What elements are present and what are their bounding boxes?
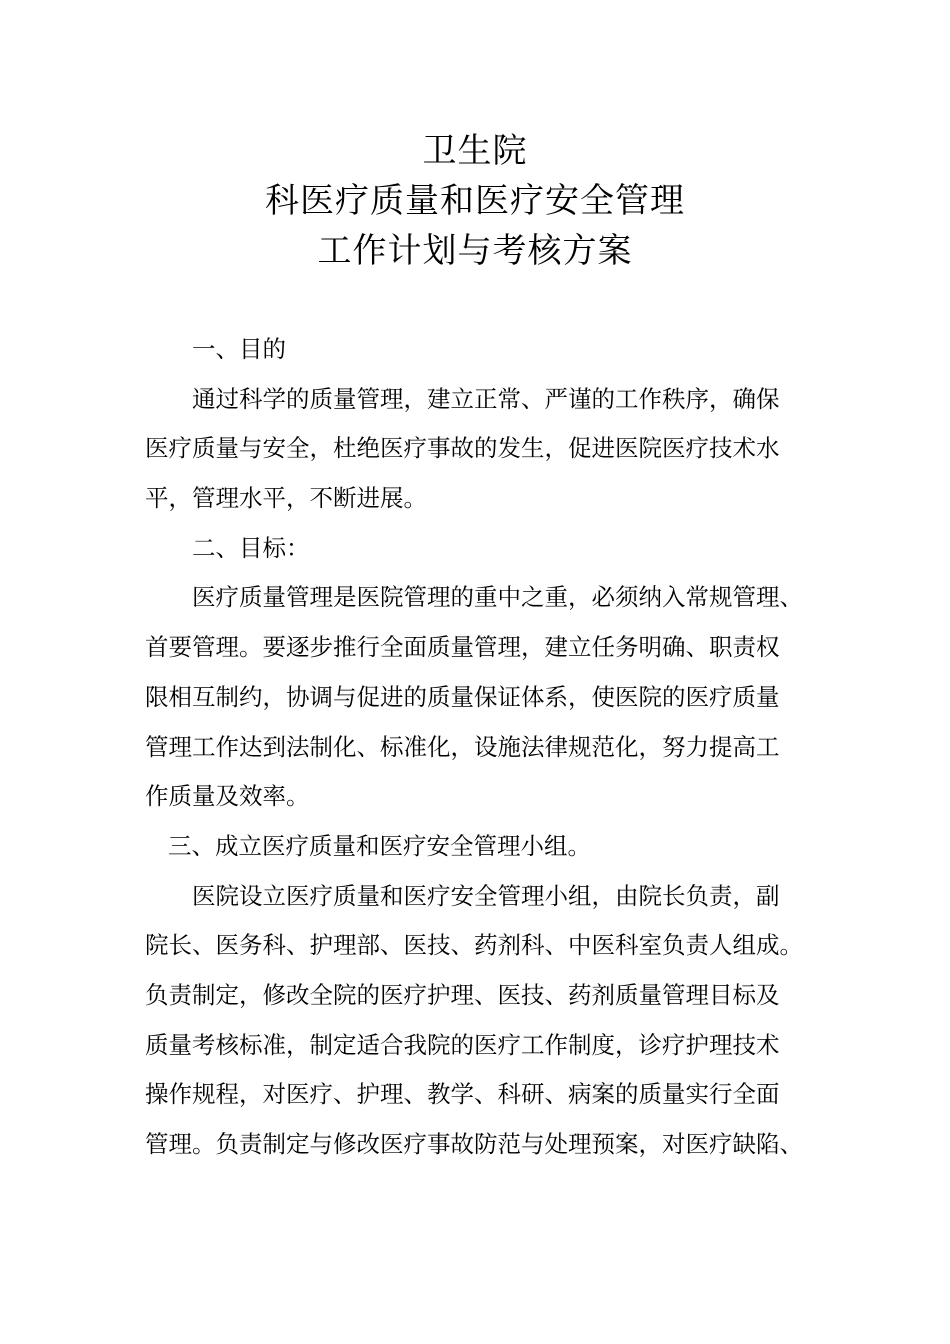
paragraph-line: 医院设立医疗质量和医疗安全管理小组，由院长负责，副 <box>192 881 780 910</box>
paragraph-line: 操作规程，对医疗、护理、教学、科研、病案的质量实行全面 <box>145 1080 780 1109</box>
section-heading-purpose: 一、目的 <box>192 335 286 363</box>
paragraph-line: 首要管理。要逐步推行全面质量管理，建立任务明确、职责权 <box>145 633 780 662</box>
paragraph-line: 管理工作达到法制化、标准化，设施法律规范化，努力提高工 <box>145 732 780 761</box>
title-line-3: 工作计划与考核方案 <box>317 231 633 271</box>
paragraph-line: 负责制定，修改全院的医疗护理、医技、药剂质量管理目标及 <box>145 980 780 1009</box>
paragraph-line: 平，管理水平，不断进展。 <box>145 484 427 513</box>
paragraph-line: 院长、医务科、护理部、医技、药剂科、中医科室负责人组成。 <box>145 931 803 960</box>
paragraph-line: 质量考核标准，制定适合我院的医疗工作制度，诊疗护理技术 <box>145 1030 780 1059</box>
document-body <box>145 325 810 1170</box>
document-title <box>0 126 950 276</box>
paragraph-line: 作质量及效率。 <box>145 782 310 811</box>
title-line-2: 科医疗质量和医疗安全管理 <box>265 181 685 221</box>
section-heading-group: 三、成立医疗质量和医疗安全管理小组。 <box>168 831 591 860</box>
title-line-1: 卫生院 <box>422 131 528 171</box>
paragraph-line: 管理。负责制定与修改医疗事故防范与处理预案，对医疗缺陷、 <box>145 1130 803 1158</box>
paragraph-line: 医疗质量管理是医院管理的重中之重，必须纳入常规管理、 <box>192 583 803 612</box>
paragraph-line: 限相互制约，协调与促进的质量保证体系，使医院的医疗质量 <box>145 682 780 711</box>
section-heading-goal: 二、目标： <box>192 533 310 562</box>
paragraph-line: 通过科学的质量管理，建立正常、严谨的工作秩序，确保 <box>192 384 780 413</box>
paragraph-line: 医疗质量与安全，杜绝医疗事故的发生，促进医院医疗技术水 <box>145 434 780 463</box>
